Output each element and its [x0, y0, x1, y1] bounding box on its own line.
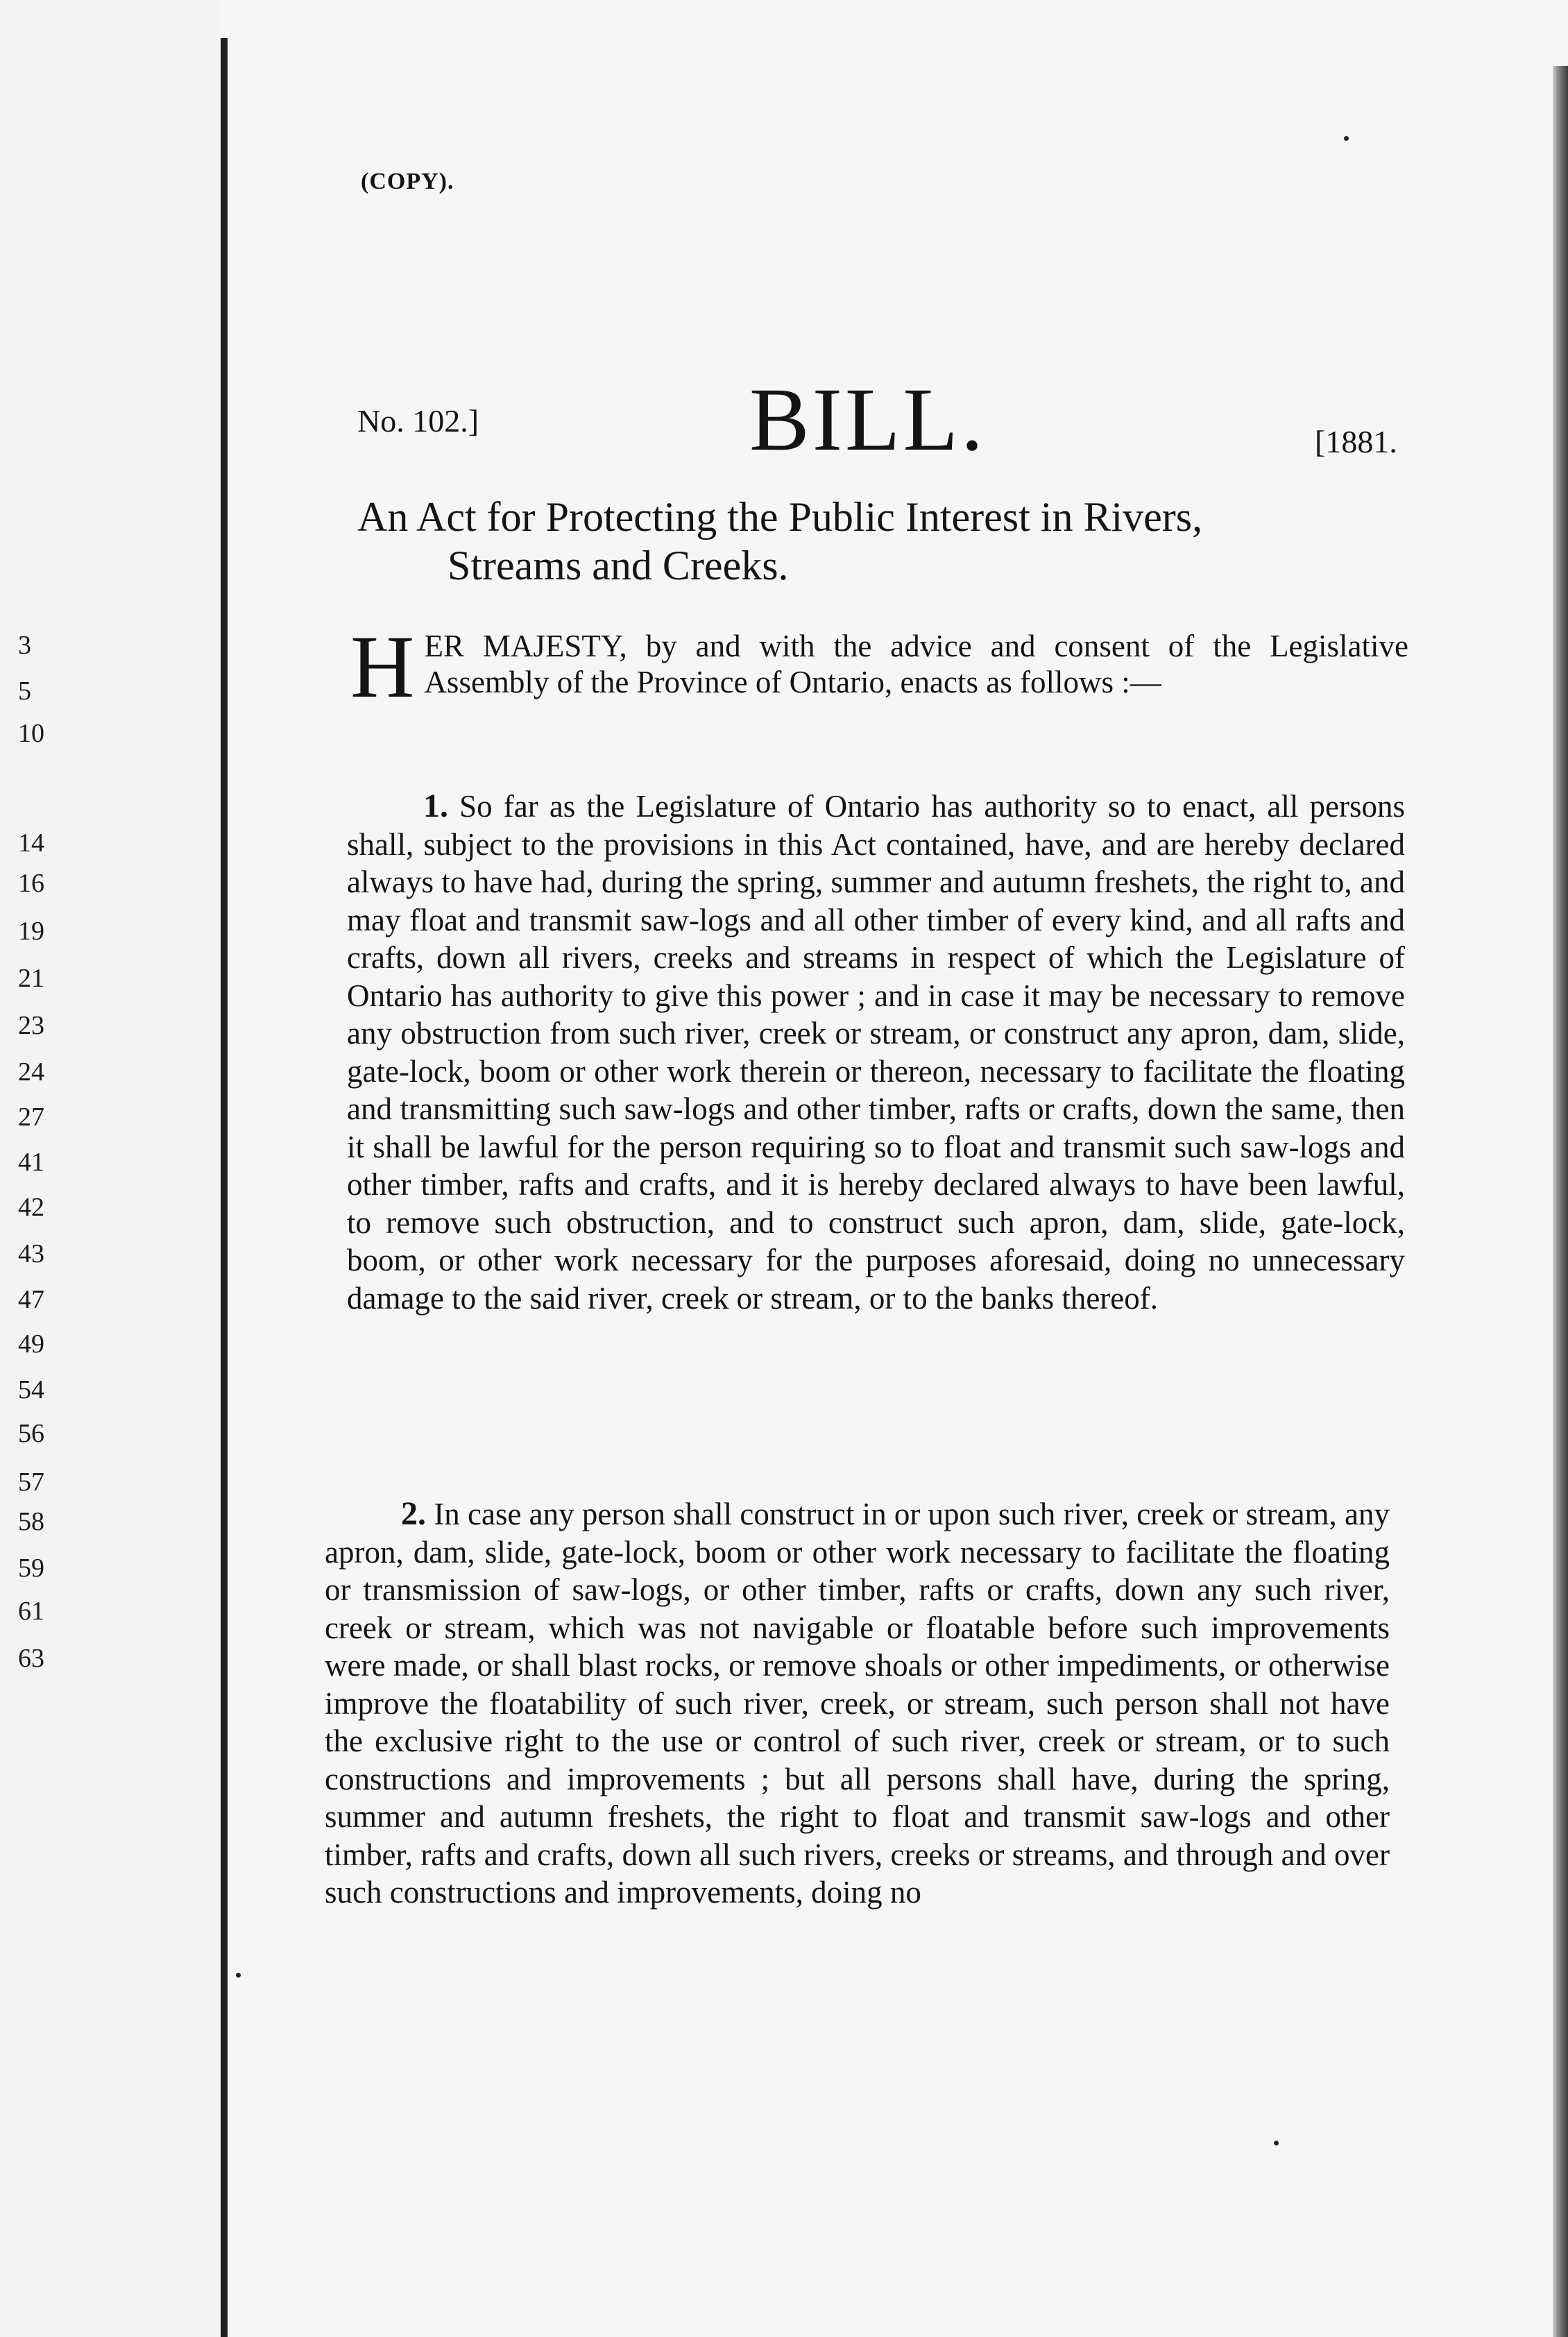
margin-line-number: 43 — [18, 1239, 44, 1268]
ink-speck — [236, 1973, 241, 1978]
gutter-line — [221, 38, 228, 2337]
enacting-clause-text: ER MAJESTY, by and with the advice and consent of the Legislative Assembly of the Province of Ontario, enacts as follows :— — [424, 629, 1408, 699]
ink-speck — [1344, 136, 1349, 141]
margin-line-number: 24 — [18, 1057, 44, 1087]
margin-line-number: 21 — [18, 964, 44, 993]
bill-number: No. 102.] — [357, 403, 479, 439]
margin-line-number: 19 — [18, 917, 44, 946]
margin-line-number: 58 — [18, 1507, 44, 1536]
page-edge — [1553, 66, 1568, 2337]
margin-line-number: 54 — [18, 1375, 44, 1404]
section-text: So far as the Legislature of Ontario has authority so to enact, all persons shall, subject to the provisions in this Act contained, have, and are hereby declared always to have had, during the spring, summer and autumn freshets, the right to, and may float and transmit saw-logs and all other timber of every kind, and all rafts and crafts, down all rivers, creeks and streams in respect of which the Legislature of Ontario has authority to give this power ; and in case it may be necessary to remove any obstruction from such river, creek or stream, or construct any apron, dam, slide, gate-lock, boom or other work therein or thereon, necessary to facilitate the floating and transmitting such saw-logs and other timber, rafts or crafts, down the same, then it shall be lawful for the person requiring so to float and transmit such saw-logs and other timber, rafts and crafts, and it is hereby declared always to have been lawful, to remove such obstruction, and to construct such apron, dam, slide, gate-lock, boom, or other work necessary for the purposes aforesaid, doing no unnecessary damage to the said river, creek or stream, or to the banks thereof. — [347, 789, 1406, 1316]
margin-line-number: 10 — [18, 719, 44, 748]
margin-line-number: 23 — [18, 1011, 44, 1040]
section-number: 2. — [401, 1495, 426, 1532]
margin-line-number: 47 — [18, 1285, 44, 1314]
margin-line-number: 16 — [18, 869, 44, 898]
bill-heading: BILL. — [749, 370, 987, 470]
act-title-line-1: An Act for Protecting the Public Interest in Rivers, — [357, 494, 1203, 540]
bill-year: [1881. — [1315, 424, 1397, 459]
act-title-line-2: Streams and Creeks. — [448, 543, 789, 588]
margin-line-number: 56 — [18, 1419, 44, 1448]
margin-line-number: 59 — [18, 1554, 44, 1583]
margin-line-number: 5 — [18, 677, 31, 706]
margin-line-number: 14 — [18, 828, 44, 858]
section-1 — [347, 788, 1405, 1317]
margin-line-number: 3 — [18, 631, 31, 660]
act-title — [357, 493, 1412, 590]
margin-line-number: 42 — [18, 1193, 44, 1222]
margin-line-number: 27 — [18, 1103, 44, 1132]
section-text: In case any person shall construct in or upon such river, creek or stream, any apron, dam, slide, gate-lock, boom or other work necessary to facilitate the floating or transmission of saw-logs, or other timber, rafts or crafts, down any such river, creek or stream, which was not navigable or floatable before such improvements were made, or shall blast rocks, or remove shoals or other impediments, or otherwise improve the floatability of such river, creek, or stream, such person shall not have the exclusive right to the use or control of such river, creek or stream, or to such constructions and improvements ; but all persons shall have, during the spring, summer and autumn freshets, the right to float and transmit saw-logs and other timber, rafts and crafts, down all such rivers, creeks or streams, and through and over such constructions and improvements, doing no — [325, 1497, 1390, 1910]
enacting-clause — [350, 618, 1408, 716]
drop-cap: H — [350, 618, 415, 716]
ink-speck — [1274, 2141, 1279, 2145]
margin-line-number: 61 — [18, 1597, 44, 1626]
section-2 — [325, 1495, 1390, 1912]
margin-line-number: 49 — [18, 1329, 44, 1359]
section-number: 1. — [423, 788, 448, 824]
copy-mark: (COPY). — [361, 169, 454, 194]
margin-line-number: 57 — [18, 1468, 44, 1497]
margin-line-number: 41 — [18, 1148, 44, 1177]
margin-line-number: 63 — [18, 1644, 44, 1673]
